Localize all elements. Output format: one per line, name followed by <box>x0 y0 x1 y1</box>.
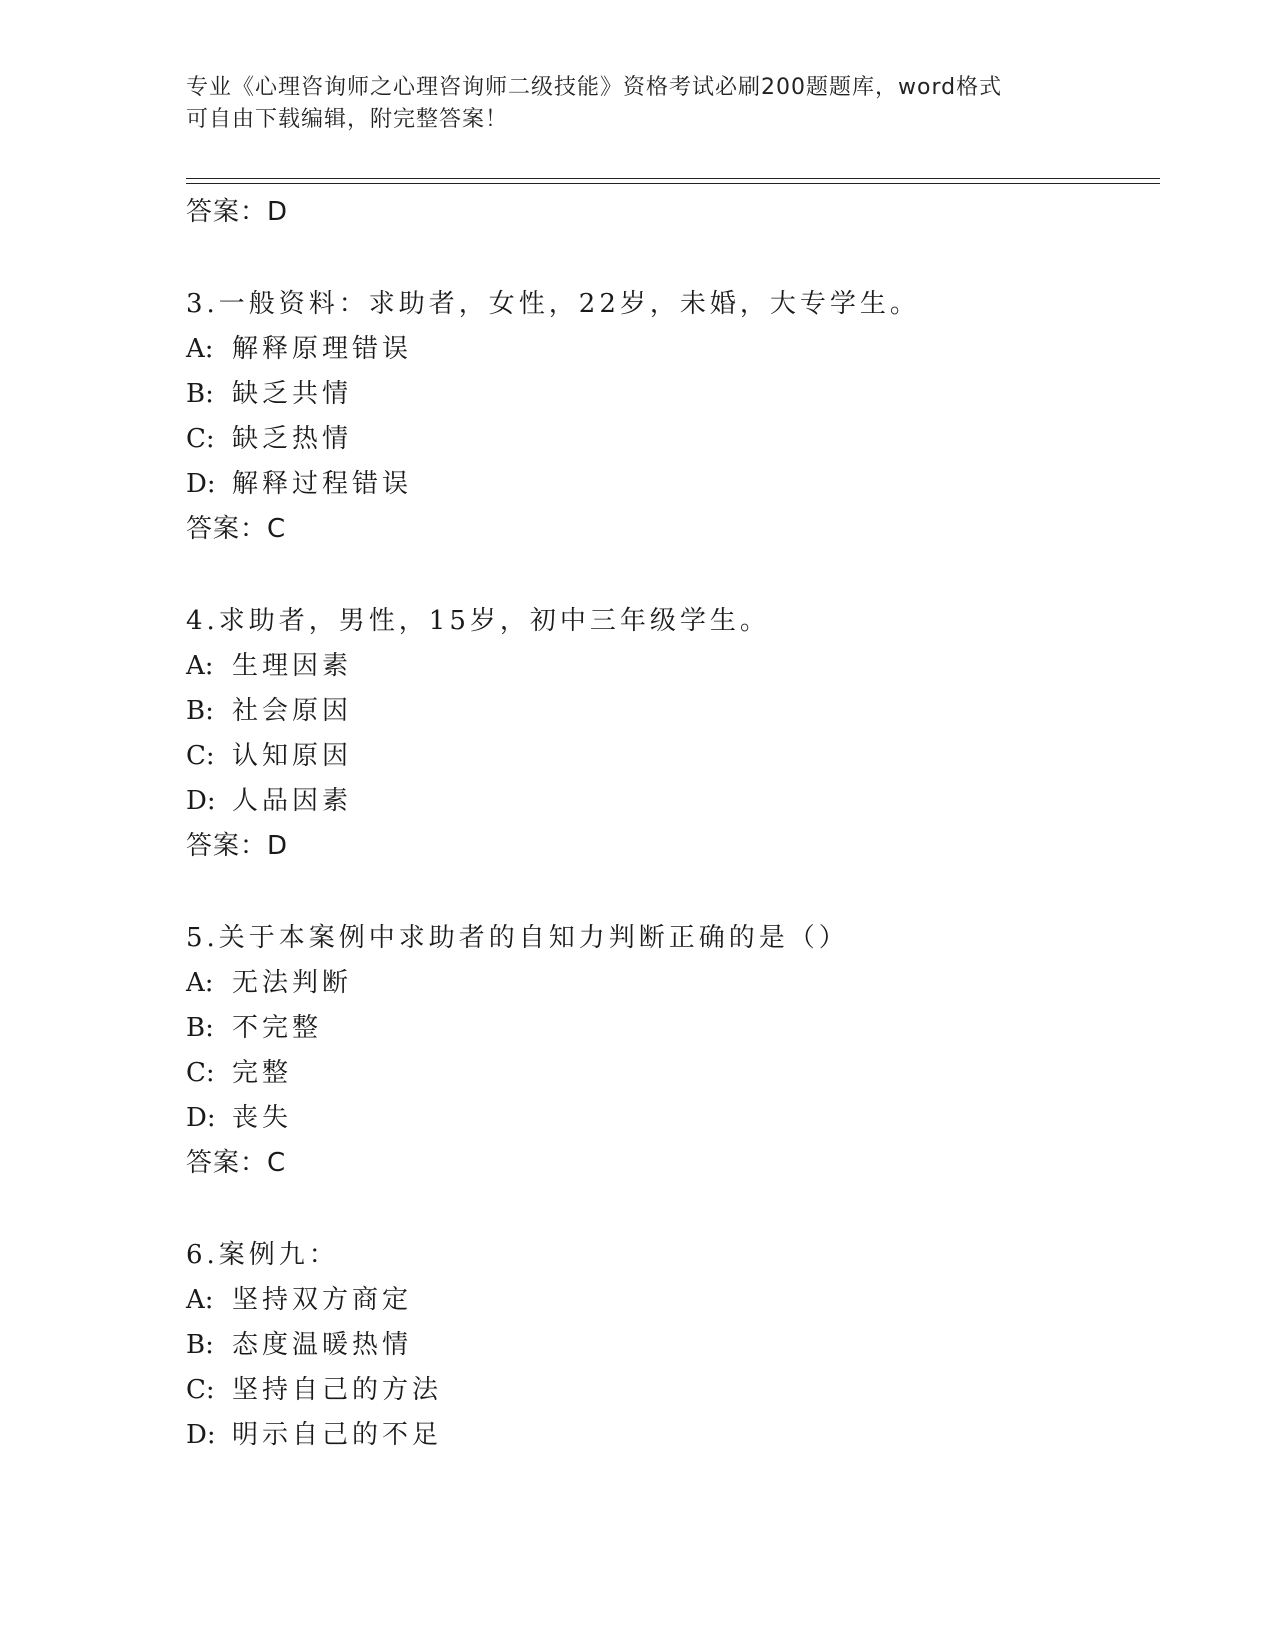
option-a <box>186 1278 1146 1323</box>
option-text: 态度温暖热情 <box>232 1330 413 1360</box>
option-letter: B: <box>186 1013 214 1043</box>
option-text: 人品因素 <box>232 786 353 816</box>
option-text: 社会原因 <box>232 696 353 726</box>
option-text: 无法判断 <box>232 968 353 998</box>
option-text: 坚持双方商定 <box>232 1285 413 1315</box>
question-text: 4.求助者，男性，15岁，初中三年级学生。 <box>186 606 770 636</box>
option-letter: A: <box>186 334 214 364</box>
option-c <box>186 417 1146 462</box>
option-letter: D: <box>186 786 216 816</box>
question-list <box>186 190 1146 1458</box>
question-text: 3.一般资料：求助者，女性，22岁，未婚，大专学生。 <box>186 289 920 319</box>
option-text: 丧失 <box>232 1103 293 1133</box>
option-letter: C: <box>186 424 215 454</box>
question-block <box>186 916 1146 1185</box>
option-b <box>186 1006 1146 1051</box>
option-letter: A: <box>186 651 214 681</box>
answer-line: 答案：C <box>186 514 287 544</box>
option-letter: D: <box>186 1103 216 1133</box>
option-letter: D: <box>186 1420 216 1450</box>
option-letter: B: <box>186 696 214 726</box>
option-letter: C: <box>186 1375 215 1405</box>
option-d <box>186 779 1146 824</box>
question-block <box>186 1233 1146 1458</box>
option-text: 认知原因 <box>232 741 353 771</box>
option-letter: B: <box>186 379 214 409</box>
option-text: 缺乏共情 <box>232 379 353 409</box>
header-line-2: 可自由下载编辑，附完整答案！ <box>186 107 509 132</box>
option-letter: C: <box>186 1058 215 1088</box>
option-a <box>186 961 1146 1006</box>
answer-line: 答案：D <box>186 831 289 861</box>
option-b <box>186 1323 1146 1368</box>
option-c <box>186 1368 1146 1413</box>
option-a <box>186 644 1146 689</box>
option-text: 解释过程错误 <box>232 469 413 499</box>
option-b <box>186 689 1146 734</box>
question-block <box>186 599 1146 868</box>
option-letter: A: <box>186 1285 214 1315</box>
option-d <box>186 1096 1146 1141</box>
option-text: 生理因素 <box>232 651 353 681</box>
option-text: 解释原理错误 <box>232 334 413 364</box>
option-c <box>186 734 1146 779</box>
answer-line: 答案：D <box>186 197 289 227</box>
option-text: 完整 <box>232 1058 293 1088</box>
header-divider-top <box>186 178 1160 179</box>
option-b <box>186 372 1146 417</box>
document-header <box>186 72 1066 136</box>
option-letter: D: <box>186 469 216 499</box>
option-d <box>186 1413 1146 1458</box>
option-a <box>186 327 1146 372</box>
option-text: 明示自己的不足 <box>232 1420 443 1450</box>
option-letter: B: <box>186 1330 214 1360</box>
question-text: 6.案例九： <box>186 1240 339 1270</box>
question-block <box>186 282 1146 551</box>
option-text: 不完整 <box>232 1013 323 1043</box>
option-c <box>186 1051 1146 1096</box>
option-text: 缺乏热情 <box>232 424 353 454</box>
header-line-1: 专业《心理咨询师之心理咨询师二级技能》资格考试必刷200题题库，word格式 <box>186 75 1003 100</box>
option-letter: C: <box>186 741 215 771</box>
option-letter: A: <box>186 968 214 998</box>
option-d <box>186 462 1146 507</box>
answer-line: 答案：C <box>186 1148 287 1178</box>
header-divider-bottom <box>186 183 1160 184</box>
question-text: 5.关于本案例中求助者的自知力判断正确的是（） <box>186 923 849 953</box>
option-text: 坚持自己的方法 <box>232 1375 443 1405</box>
